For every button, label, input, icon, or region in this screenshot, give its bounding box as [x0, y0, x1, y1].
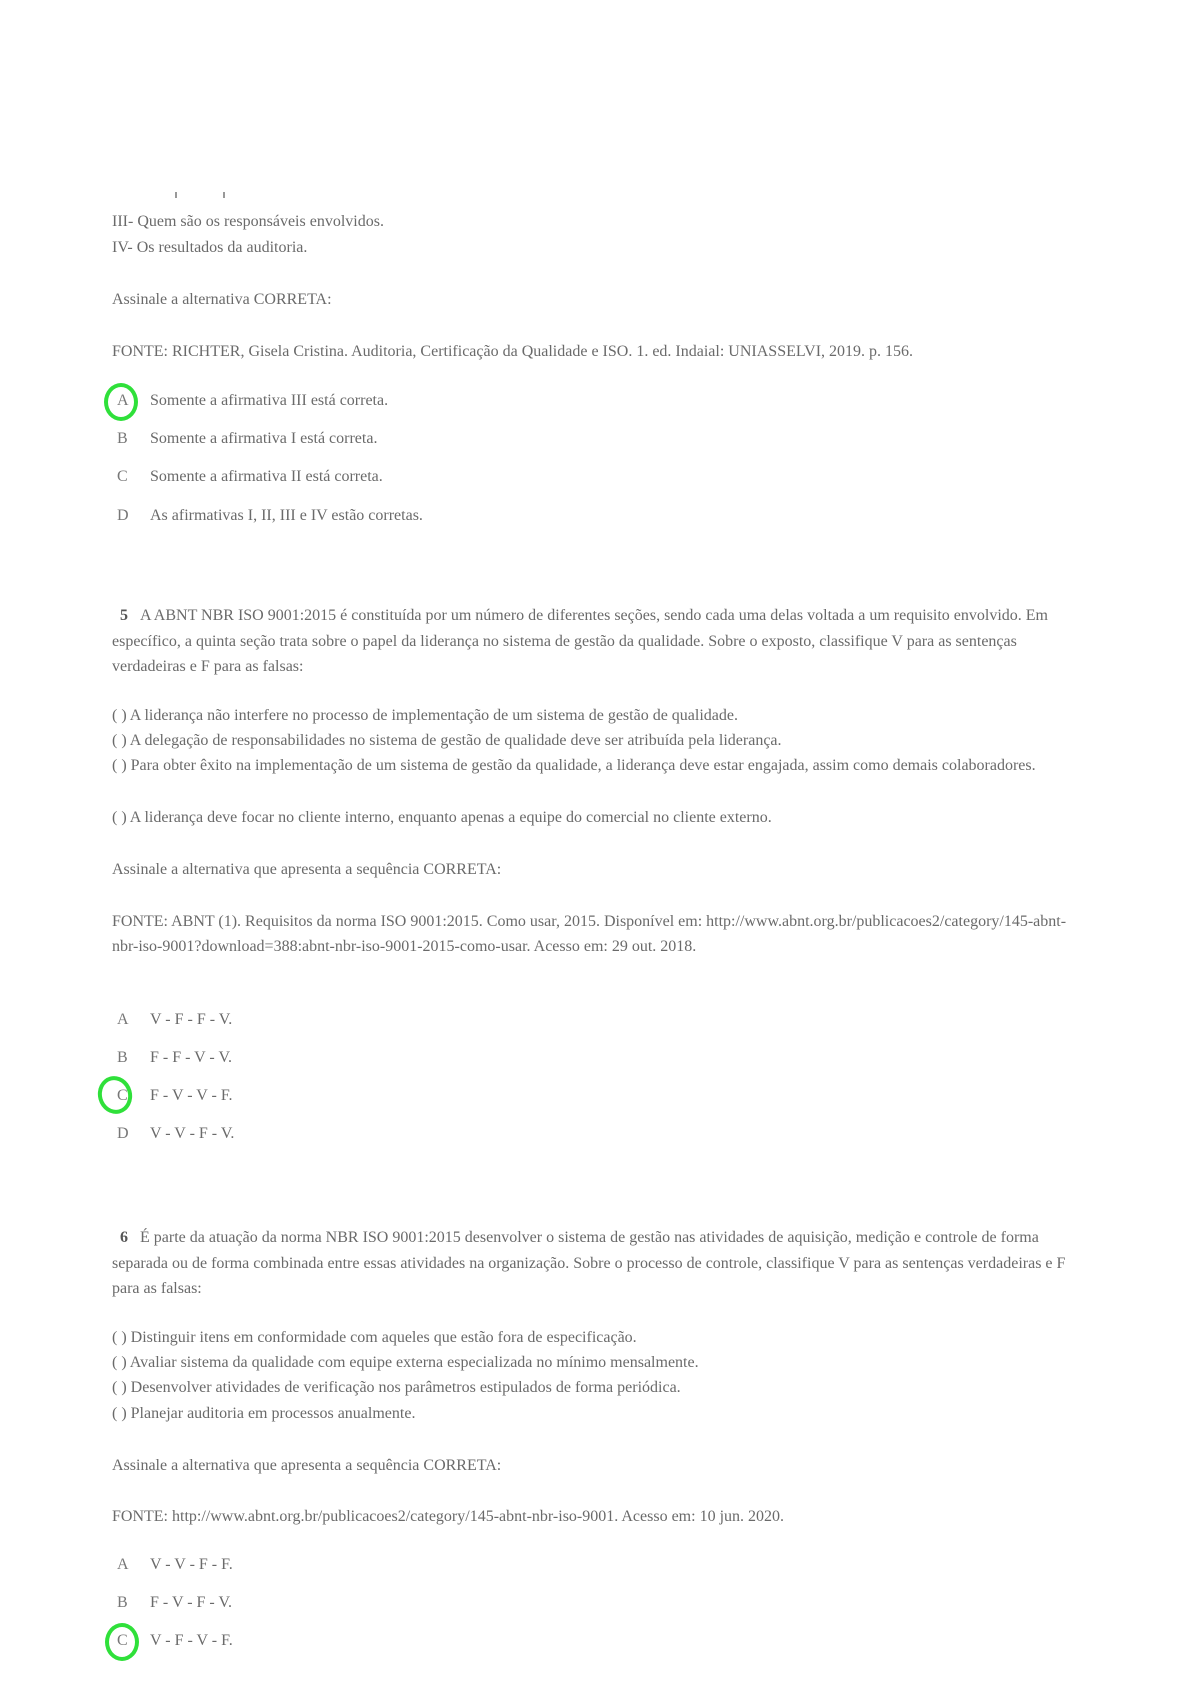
q5-source: FONTE: ABNT (1). Requisitos da norma ISO 9001:2015. Como usar, 2015. Disponível em: http://www.abnt.org.br/publicacoes2/category/145-abnt-nbr-iso-9001?download=388:abnt-nbr-iso-9001-2015-como-usar. Acesso em: 29 out. 2018.: [112, 913, 1067, 955]
q5-statement: [112, 603, 1072, 680]
option-letter: B: [117, 1594, 128, 1611]
option-text: Somente a afirmativa I está correta.: [150, 430, 378, 447]
q6-source: FONTE: http://www.abnt.org.br/publicacoes2/category/145-abnt-nbr-iso-9001. Acesso em: 10 jun. 2020.: [112, 1508, 785, 1525]
q5-item-2: ( ) A delegação de responsabilidades no sistema de gestão de qualidade deve ser atribuída pela liderança.: [112, 732, 782, 749]
option-text: As afirmativas I, II, III e IV estão corretas.: [150, 507, 423, 524]
q5-item-4: ( ) A liderança deve focar no cliente interno, enquanto apenas a equipe do comercial no cliente externo.: [112, 809, 772, 826]
q6-item-2: ( ) Avaliar sistema da qualidade com equipe externa especializada no mínimo mensalmente.: [112, 1354, 699, 1371]
option-letter: D: [117, 507, 129, 524]
question-number: 5: [120, 607, 128, 624]
option-letter: B: [117, 430, 128, 447]
option-text: V - V - F - V.: [150, 1125, 235, 1142]
q6-item-3: ( ) Desenvolver atividades de verificação nos parâmetros estipulados de forma periódica.: [112, 1379, 681, 1396]
option-text: F - V - V - F.: [150, 1087, 233, 1104]
q6-item-4: ( ) Planejar auditoria em processos anualmente.: [112, 1405, 416, 1422]
option-letter: A: [117, 392, 129, 409]
option-text: V - V - F - F.: [150, 1556, 233, 1573]
option-text: Somente a afirmativa III está correta.: [150, 392, 389, 409]
option-text: Somente a afirmativa II está correta.: [150, 468, 383, 485]
question-number: 6: [120, 1229, 128, 1246]
q5-item-3: ( ) Para obter êxito na implementação de um sistema de gestão da qualidade, a liderança deve estar engajada, assim como demais colaboradores.: [112, 757, 1036, 774]
q4-source: FONTE: RICHTER, Gisela Cristina. Auditoria, Certificação da Qualidade e ISO. 1. ed. Indaial: UNIASSELVI, 2019. p. 156.: [112, 343, 914, 360]
option-letter: C: [117, 1632, 128, 1649]
cropped-line-remnant: [175, 192, 235, 202]
option-letter: B: [117, 1049, 128, 1066]
selected-answer-circle: [104, 383, 138, 421]
selected-answer-circle: [105, 1623, 139, 1661]
option-letter: C: [117, 468, 128, 485]
q6-item-1: ( ) Distinguir itens em conformidade com aqueles que estão fora de especificação.: [112, 1329, 637, 1346]
option-text: F - F - V - V.: [150, 1049, 232, 1066]
q4-statement-iv: IV- Os resultados da auditoria.: [112, 239, 308, 256]
q4-statement-iii: III- Quem são os responsáveis envolvidos.: [112, 213, 384, 230]
q6-prompt: Assinale a alternativa que apresenta a sequência CORRETA:: [112, 1457, 502, 1474]
option-letter: D: [117, 1125, 129, 1142]
option-letter: C: [117, 1087, 128, 1104]
option-text: V - F - F - V.: [150, 1011, 233, 1028]
q6-statement: [112, 1225, 1072, 1302]
option-letter: A: [117, 1556, 129, 1573]
question-text: É parte da atuação da norma NBR ISO 9001:2015 desenvolver o sistema de gestão nas atividades de aquisição, medição e controle de forma separada ou de forma combinada entre essas atividades na organização. Sobre o processo de controle, classifique V para as sentenças verdadeiras e F para as falsas:: [112, 1229, 1066, 1297]
selected-answer-circle: [94, 1072, 137, 1118]
q4-prompt: Assinale a alternativa CORRETA:: [112, 291, 332, 308]
option-letter: A: [117, 1011, 129, 1028]
option-text: F - V - F - V.: [150, 1594, 232, 1611]
q5-item-1: ( ) A liderança não interfere no processo de implementação de um sistema de gestão de qualidade.: [112, 707, 738, 724]
option-text: V - F - V - F.: [150, 1632, 233, 1649]
question-text: A ABNT NBR ISO 9001:2015 é constituída por um número de diferentes seções, sendo cada uma delas voltada a um requisito envolvido. Em específico, a quinta seção trata sobre o papel da liderança no sistema de gestão da qualidade. Sobre o exposto, classifique V para as sentenças verdadeiras e F para as falsas:: [112, 607, 1048, 675]
q5-prompt: Assinale a alternativa que apresenta a sequência CORRETA:: [112, 861, 502, 878]
